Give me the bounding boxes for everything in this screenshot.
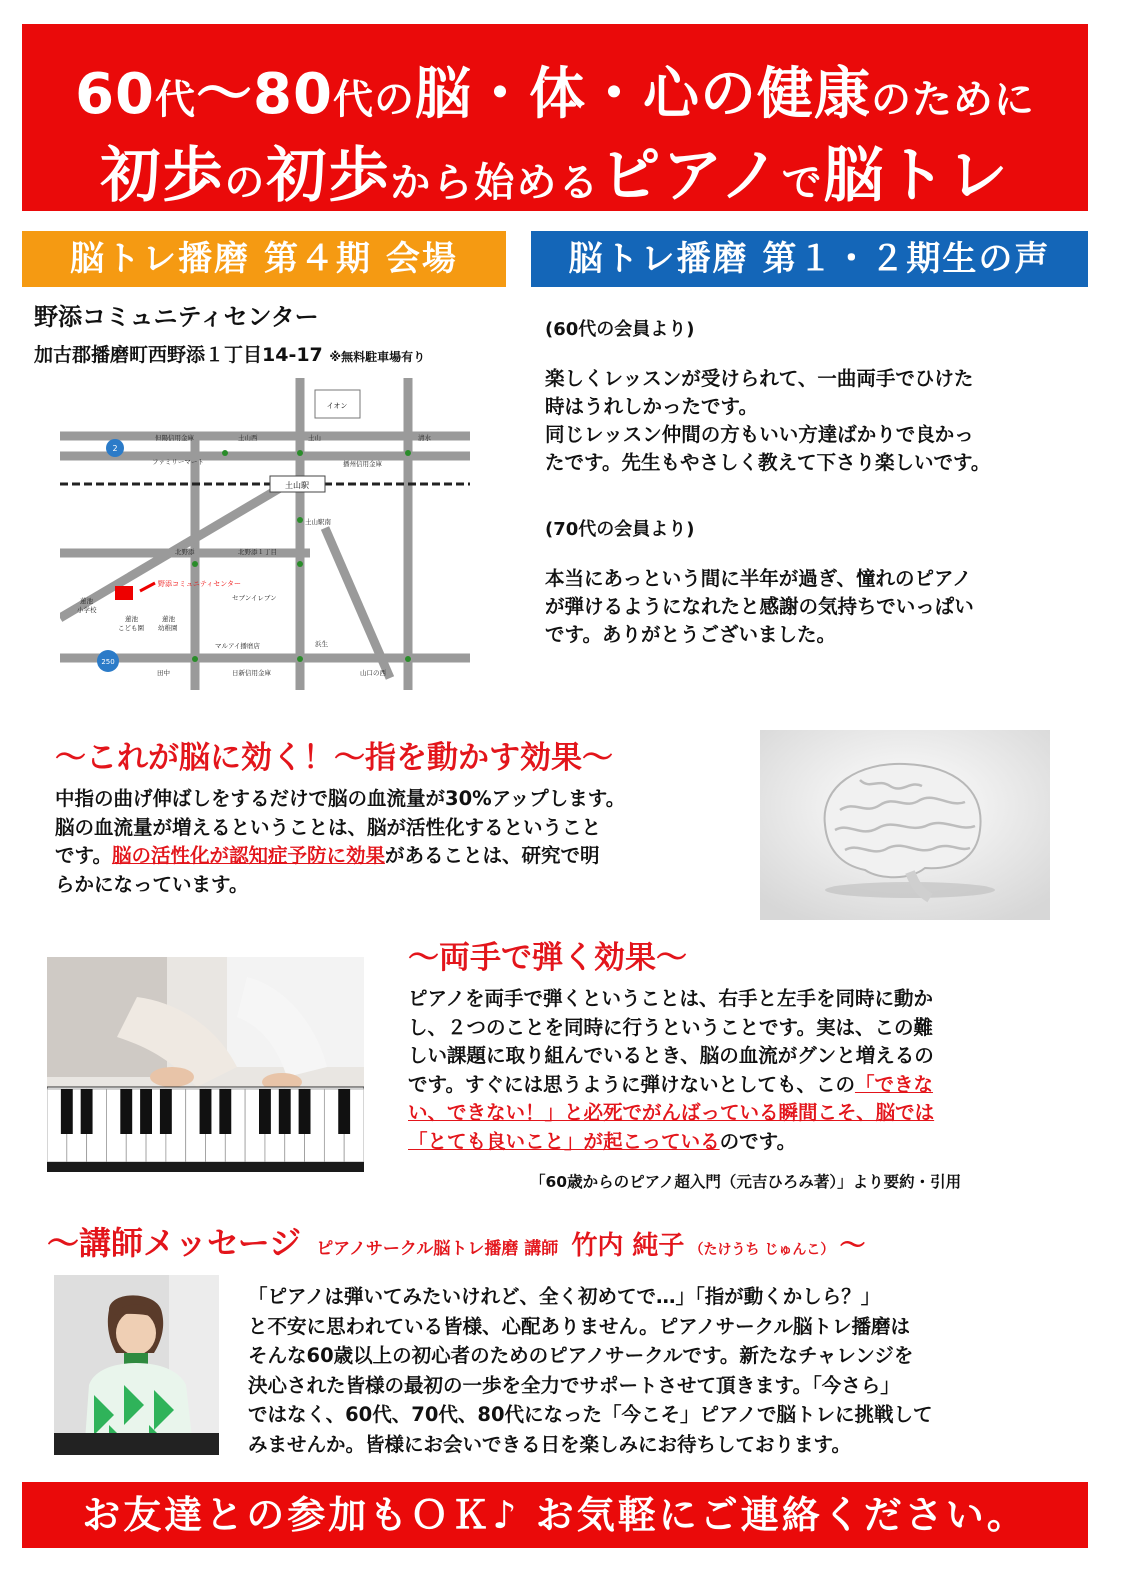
map-label-station-south: 土山駅南 [305,518,331,526]
map-label-seven: セブンイレブン [232,594,277,602]
black-key [81,1089,93,1134]
headline-line2: 初歩の初歩から始めるピアノで脳トレ [100,141,1010,211]
map-label-kinder1: 蓮池 [162,615,175,623]
map-label-maruai: マルアイ播磨店 [215,642,260,650]
black-key [219,1089,231,1134]
map-label-tsuchiyama-nishi: 土山西 [238,434,258,442]
headline-line1: 60代〜80代の脳・体・心の健康のために [75,62,1035,127]
black-key [338,1089,350,1134]
black-key [299,1089,311,1134]
map-label-station: 土山駅 [285,481,309,490]
map-label-kids1: 蓮池 [125,615,138,623]
voices-band: 脳トレ播磨 第１・２期生の声 [531,231,1088,287]
map-label-kitanozoe1: 北野添１丁目 [238,548,277,556]
venue-address [34,340,425,367]
black-key [200,1089,212,1134]
venue-band: 脳トレ播磨 第４期 会場 [22,231,506,287]
map-label-nissin-bank: 日新信用金庫 [232,669,271,677]
venue-name: 野添コミュニティセンター [34,303,319,331]
teacher-message: 「ピアノは弾いてみたいけれど、全く初めてで…」「指が動くかしら？」 と不安に思われている皆様、心配ありません。ピアノサークル脳トレ播磨は そんな60歳以上の初心者のためのピアノサークルです。新たなチャレンジを 決心された皆様の最初の一歩を全力でサポートさせて頂きます。「今さら」 ではなく、60代、70代、80代になった「今こそ」ピアノで脳トレに挑戦して みませんか。皆様にお会いできる日を楽しみにお待ちしております。 [248,1285,933,1456]
black-key [140,1089,152,1134]
map-label-center: 野添コミュニティセンター [158,580,242,588]
map-label-aeon: イオン [326,402,348,410]
parking-note: ※無料駐車場有り [329,350,426,364]
piano-hands-image [47,957,364,1172]
map-label-haiu: 浜生 [315,640,328,648]
black-key [279,1089,291,1134]
teacher-title: 〜講師メッセージ ピアノサークル脳トレ播磨 講師 竹内 純子 （たけうち じゅんこ） 〜 [47,1224,866,1262]
map-label-yamanomae: 山口の西 [360,669,386,677]
map-label-kitanozoe: 北野添 [175,548,195,556]
route-250-icon: 250 [101,658,115,666]
address-text: 加古郡播磨町西野添１丁目14-17 [34,344,323,366]
map-label-elem2: 小学校 [77,606,97,614]
voice2-heading: (70代の会員より) [545,519,695,540]
brain-image [760,730,1050,920]
finger-effect-text: 中指の曲げ伸ばしをするだけで脳の血流量が30%アップします。 脳の血流量が増えるということは、脳が活性化するということ です。脳の活性化が認知症予防に効果があることは、研究で明 らかになっています。 [55,787,626,896]
map-label-kids2: こども園 [118,624,144,632]
both-hands-text: ピアノを両手で弾くということは、右手と左手を同時に動か し、２つのことを同時に行うということです。実は、この難 しい課題に取り組んでいるとき、脳の血流がグンと増えるの です。すぐには思うように弾けないとしても、この「できな い、できない！」と必死でがんばっている瞬間こそ、脳では 「とても良いこと」が起こっているのです。 [408,987,935,1153]
map-label-shimizu: 清水 [418,434,431,442]
header-banner [22,24,1088,211]
voice1-heading: (60代の会員より) [545,319,695,340]
footer-banner: お友達との参加もＯＫ♪ お気軽にご連絡ください。 [22,1482,1088,1548]
map-label-tsuchiyama: 土山 [308,434,321,442]
map-label-tanaka: 田中 [157,669,170,677]
map-label-banshu-bank: 播州信用金庫 [343,460,382,468]
map-label-tajima-bank: 但陽信用金庫 [155,434,194,442]
both-hands-title: 〜両手で弾く効果〜 [408,940,687,976]
access-map [60,378,470,690]
route-2-icon: 2 [112,444,118,453]
highlight-dementia: 脳の活性化が認知症予防に効果 [111,844,385,867]
map-label-family-mart: ファミリーマート [152,458,204,466]
teacher-photo [54,1275,219,1455]
black-key [61,1089,73,1134]
black-key [120,1089,132,1134]
black-key [259,1089,271,1134]
map-label-kinder2: 幼稚園 [158,624,178,632]
finger-effect-title: 〜これが脳に効く！〜指を動かす効果〜 [55,740,613,776]
black-key [160,1089,172,1134]
voice1-text: 楽しくレッスンが受けられて、一曲両手でひけた 時はうれしかったです。 同じレッスン仲間の方もいい方達ばかりで良かっ たです。先生もやさしく教えて下さり楽しいです。 [545,367,991,474]
voice2-text: 本当にあっという間に半年が過ぎ、憧れのピアノ が弾けるようになれたと感謝の気持ちでいっぱい です。ありがとうございました。 [545,567,974,646]
map-label-elem1: 蓮池 [80,597,93,605]
citation: 「60歳からのピアノ超入門（元吉ひろみ著）」より要約・引用 [530,1173,962,1191]
